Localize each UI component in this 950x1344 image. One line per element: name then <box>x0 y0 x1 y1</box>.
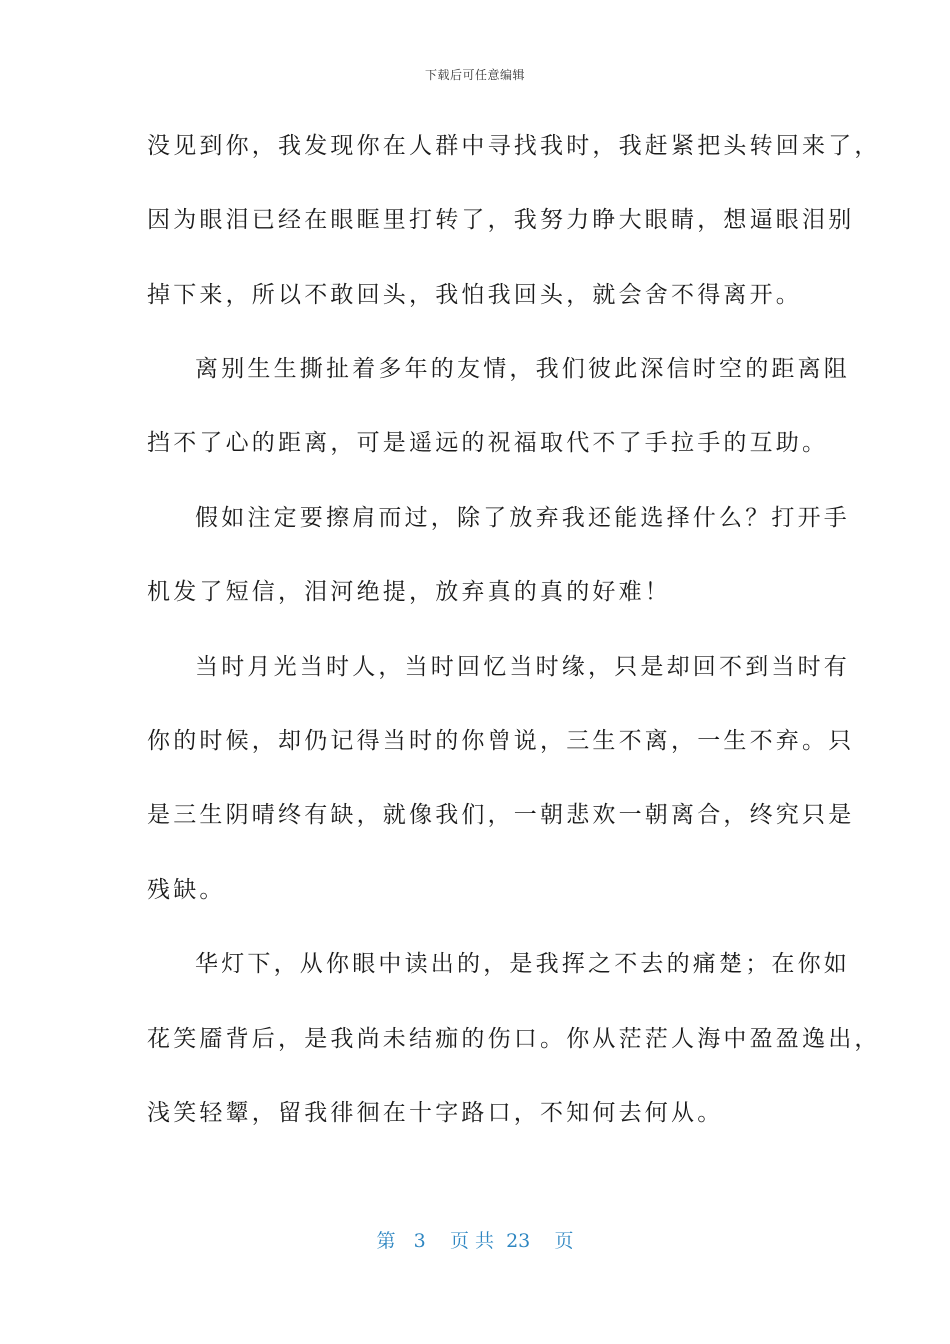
current-page-number: 3 <box>413 1230 426 1252</box>
paragraph-start-line: 假如注定要擦肩而过，除了放弃我还能选择什么？打开手 <box>195 505 850 531</box>
footer-suffix: 页 <box>554 1230 574 1252</box>
page-header: 下载后可任意编辑 <box>424 68 525 82</box>
text-line: 挡不了心的距离，可是遥远的祝福取代不了手拉手的互助。 <box>147 430 829 456</box>
footer-middle: 页 共 <box>449 1230 494 1252</box>
text-line: 你的时候，却仍记得当时的你曾说，三生不离，一生不弃。只 <box>147 728 855 754</box>
paragraph-start-line: 离别生生撕扯着多年的友情，我们彼此深信时空的距离阻 <box>195 356 850 382</box>
text-line: 掉下来，所以不敢回头，我怕我回头，就会舍不得离开。 <box>147 282 802 308</box>
text-line: 没见到你，我发现你在人群中寻找我时，我赶紧把头转回来了， <box>147 133 881 159</box>
paragraph-start-line: 华灯下，从你眼中读出的，是我挥之不去的痛楚；在你如 <box>195 951 850 977</box>
paragraph-start-line: 当时月光当时人，当时回忆当时缘，只是却回不到当时有 <box>195 654 850 680</box>
text-line: 因为眼泪已经在眼眶里打转了，我努力睁大眼睛，想逼眼泪别 <box>147 207 855 233</box>
text-line: 浅笑轻颦，留我徘徊在十字路口，不知何去何从。 <box>147 1100 724 1126</box>
footer-prefix: 第 <box>376 1230 396 1252</box>
text-line: 机发了短信，泪河绝提，放弃真的真的好难！ <box>147 579 671 605</box>
page-footer <box>0 1226 950 1253</box>
total-pages: 23 <box>506 1230 531 1252</box>
text-line: 花笑靥背后，是我尚未结痂的伤口。你从茫茫人海中盈盈逸出， <box>147 1026 881 1052</box>
text-line: 残缺。 <box>147 877 226 903</box>
text-line: 是三生阴晴终有缺，就像我们，一朝悲欢一朝离合，终究只是 <box>147 802 855 828</box>
